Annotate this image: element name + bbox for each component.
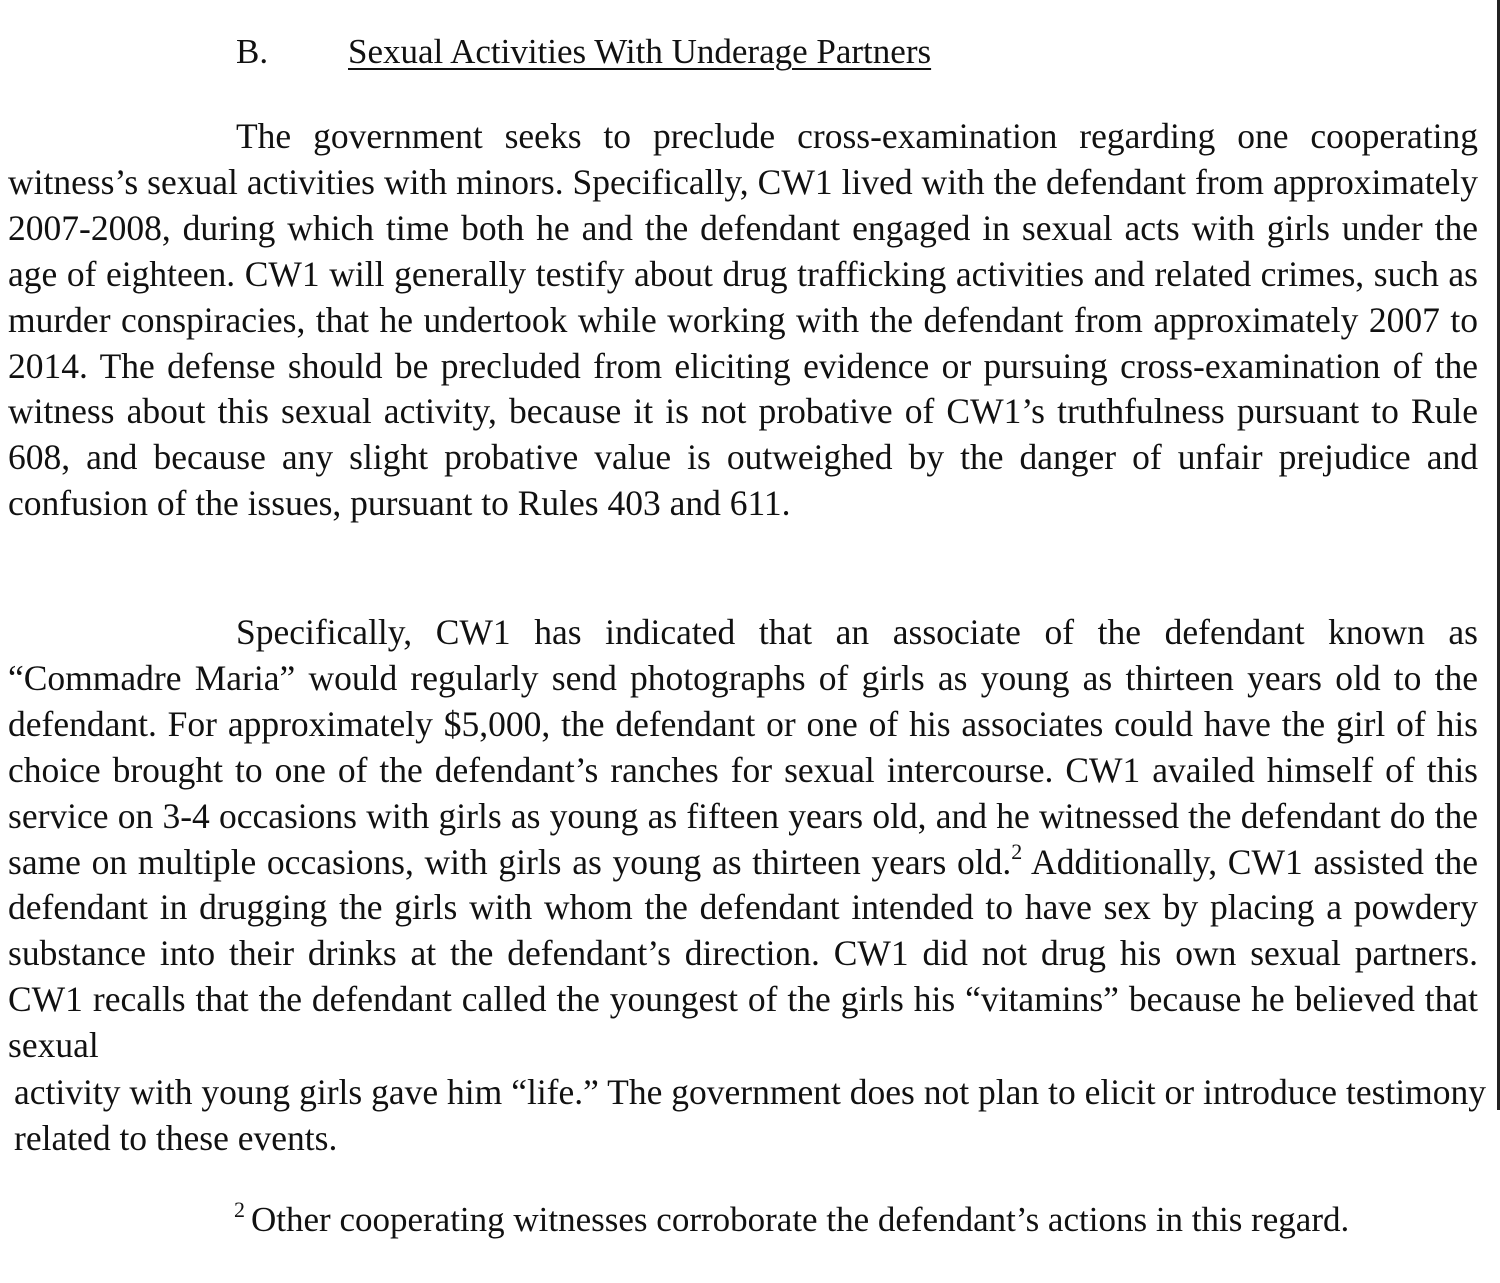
footnote-text: Other cooperating witnesses corroborate the defendant’s actions in this regard. [251,1200,1350,1239]
paragraph-2-text-continued: Additionally, CW1 assisted the defendant in drugging the girls with whom the defendant intended to have sex by placing a powdery substance into their drinks at the defendant’s direction. CW1 did not drug his own sexual partners. CW1 recalls that the defendant called the youngest of the girls his “vitamins” because he believed that sexual [8,841,1478,1066]
footnote-reference: 2 [1011,838,1023,864]
section-heading [236,30,931,74]
footnote [234,1198,1349,1246]
paragraph-2-tail: activity with young girls gave him “life.” The government does not plan to elicit or introduce testimony related to these events. [14,1072,1486,1158]
section-letter: B. [236,32,269,71]
paragraph-1: The government seeks to preclude cross-examination regarding one cooperating witness’s sexual activities with minors. Specifically, CW1 lived with the defendant from approximately 2007-2008, during which time both he and the defendant engaged in sexual acts with girls under the age of eighteen. CW1 will generally testify about drug trafficking activities and related crimes, such as murder conspiracies, that he undertook while working with the defendant from approximately 2007 to 2014. The defense should be precluded from eliciting evidence or pursuing cross-examination of the witness about this sexual activity, because it is not probative of CW1’s truthfulness pursuant to Rule 608, and because any slight probative value is outweighed by the danger of unfair prejudice and confusion of the issues, pursuant to Rules 403 and 611. [8,116,1478,524]
footnote-mark: 2 [234,1197,245,1222]
paragraph-2-text: Specifically, CW1 has indicated that an associate of the defendant known as “Commadre Maria” would regularly send photographs of girls as young as thirteen years old to the defendant. For approximately $5,000, the defendant or one of his associates could have the girl of his choice brought to one of the defendant’s ranches for sexual intercourse. CW1 availed himself of this service on 3-4 occasions with girls as young as fifteen years old, and he witnessed the defendant do the same on multiple occasions, with girls as young as thirteen years old. [8,612,1478,882]
paragraph-2 [8,610,1478,1069]
section-title: Sexual Activities With Underage Partners [348,32,932,71]
